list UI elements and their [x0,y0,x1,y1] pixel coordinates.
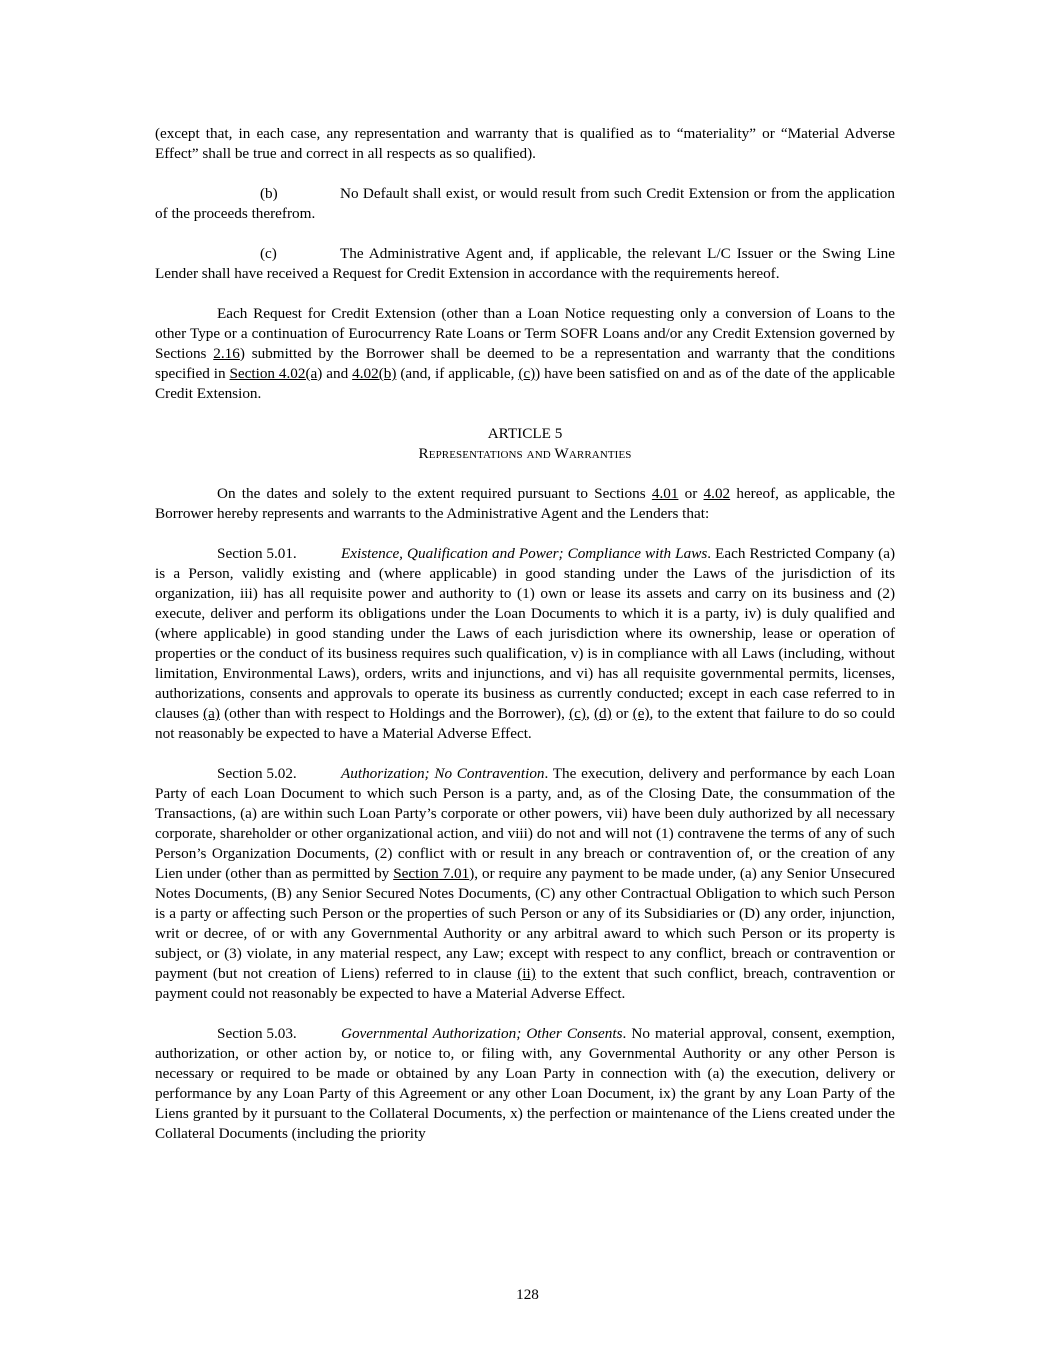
section-5-01-number: Section 5.01. [217,545,297,562]
section-7-01-link[interactable]: Section 7.01 [393,865,470,882]
section-2-16-link[interactable]: 2.16 [213,345,240,362]
section-5-01-text-1: . Each Restricted Company (a) is a Person, validly existing and (where applicable) in good standing under the Laws of the jurisdiction of its organization, iii) has all requisite power and authority to (1) own or lease its assets and carry on its business and (2) execute, deliver and perform its obligations under the Loan Documents to which it is a party, iv) is duly qualified and (where applicable) in good standing under the Laws of each jurisdiction where its ownership, lease or operation of properties or the conduct of its business requires such qualification, v) is in compliance with all Laws (including, without limitation, Environmental Laws), orders, writs and injunctions, and vi) has all requisite governmental permits, licenses, authorizations, consents and approvals to operate its business as currently conducted; except in each case referred to in clauses [155,545,896,722]
article-number: ARTICLE 5 [487,425,563,442]
intro-text-1: On the dates and solely to the extent required pursuant to Sections [217,485,652,502]
section-5-03-text-1: . No material approval, consent, exemption, authorization, or other action by, or notice to, or filing with, any Governmental Authority or any other Person is necessary or required to be made or obtained by any Loan Party in connection with (a) the execution, delivery or performance by any Loan Party of this Agreement or any other Loan Document, ix) the grant by any Loan Party of the Liens granted by it pursuant to the Collateral Documents, x) the perfection or maintenance of the Liens created under the Collateral Documents (including the priority [155,1025,895,1142]
section-5-03-number: Section 5.03. [217,1025,297,1042]
section-5-01-text-5: , to the extent that failure to do so could not reasonably be expected to have a Material Adverse Effect. [155,705,895,742]
clause-d-link[interactable]: (d) [593,705,612,722]
section-4-01-link[interactable]: 4.01 [651,485,679,502]
intro-paragraph [155,484,895,524]
clause-c-label: (c) [260,245,277,262]
section-5-03-paragraph [155,1024,895,1144]
clause-c-link[interactable]: (c) [518,365,536,382]
clause-a-link[interactable]: (a) [203,705,220,722]
article-heading [155,424,895,464]
clause-c-paragraph [155,244,895,284]
document-page [155,124,895,1164]
section-4-02a-link[interactable]: Section 4.02(a [229,365,318,382]
section-5-02-title: Authorization; No Contravention [341,765,545,782]
section-5-01-paragraph [155,544,895,744]
intro-text-2: or [678,485,704,502]
request-text-3: ) and [317,365,353,382]
clause-c-ref-link[interactable]: (c) [569,705,586,722]
section-4-02-link[interactable]: 4.02 [703,485,731,502]
clause-ii-link[interactable]: (ii) [517,965,536,982]
section-5-02-number: Section 5.02. [217,765,297,782]
clause-b-label: (b) [260,185,278,202]
clause-e-link[interactable]: (e) [632,705,650,722]
intro-text-3: hereof, as applicable, the Borrower hereby represents and warrants to the Administrative Agent and the Lenders that: [155,485,896,522]
request-text-2: ) submitted by the Borrower shall be deemed to be a representation and warranty that the conditions specified in [155,345,895,382]
section-5-02-text-3: to the extent that such conflict, breach, contravention or payment could not reasonably be expected to have a Material Adverse Effect. [155,965,895,1002]
section-5-01-text-3: , [585,705,594,722]
clause-b-paragraph [155,184,895,224]
page-number: 128 [516,1286,539,1303]
request-paragraph [155,304,895,404]
section-5-01-text-2: (other than with respect to Holdings and the Borrower), [219,705,570,722]
clause-b-text: No Default shall exist, or would result from such Credit Extension or from the application of the proceeds therefrom. [155,185,895,222]
section-5-02-text-2: ), or require any payment to be made under, (a) any Senior Unsecured Notes Documents, (B) any Senior Secured Notes Documents, (C) any other Contractual Obligation to which such Person is a party or affecting such Person or the properties of such Person or any of its Subsidiaries or (D) any order, injunction, writ or decree, of or with any Governmental Authority or any arbitral award to which such Person or its property is subject, or (3) violate, in any material respect, any Law; except with respect to any conflict, breach or contravention or payment (but not creation of Liens) referred to in clause [155,865,895,982]
article-title: Representations and Warranties [418,445,632,462]
section-4-02b-link[interactable]: 4.02(b) [352,365,397,382]
section-5-02-text-1: . The execution, delivery and performance by each Loan Party of each Loan Document to which such Person is a party, and, as of the Closing Date, the consummation of the Transactions, (a) are within such Loan Party’s corporate or other powers, vii) have been duly authorized by all necessary corporate, shareholder or other organizational action, and viii) do not and will not (1) contravene the terms of any of such Person’s Organization Documents, (2) conflict with or result in any breach or contravention of, or the creation of any Lien under (other than as permitted by [155,765,895,882]
section-5-01-text-4: or [611,705,633,722]
section-5-01-title: Existence, Qualification and Power; Compliance with Laws [341,545,708,562]
request-text-4: (and, if applicable, [396,365,519,382]
section-5-02-paragraph [155,764,895,1004]
clause-c-text: The Administrative Agent and, if applicable, the relevant L/C Issuer or the Swing Line Lender shall have received a Request for Credit Extension in accordance with the requirements hereof. [155,245,895,282]
continuation-paragraph: (except that, in each case, any representation and warranty that is qualified as to “materiality” or “Material Adverse Effect” shall be true and correct in all respects as so qualified). [155,125,895,162]
section-5-03-title: Governmental Authorization; Other Consents [341,1025,623,1042]
request-text-1: Each Request for Credit Extension (other than a Loan Notice requesting only a conversion of Loans to the other Type or a continuation of Eurocurrency Rate Loans or Term SOFR Loans and/or any Credit Extension governed by Sections [155,305,895,362]
request-text-5: ) have been satisfied on and as of the date of the applicable Credit Extension. [155,365,895,402]
